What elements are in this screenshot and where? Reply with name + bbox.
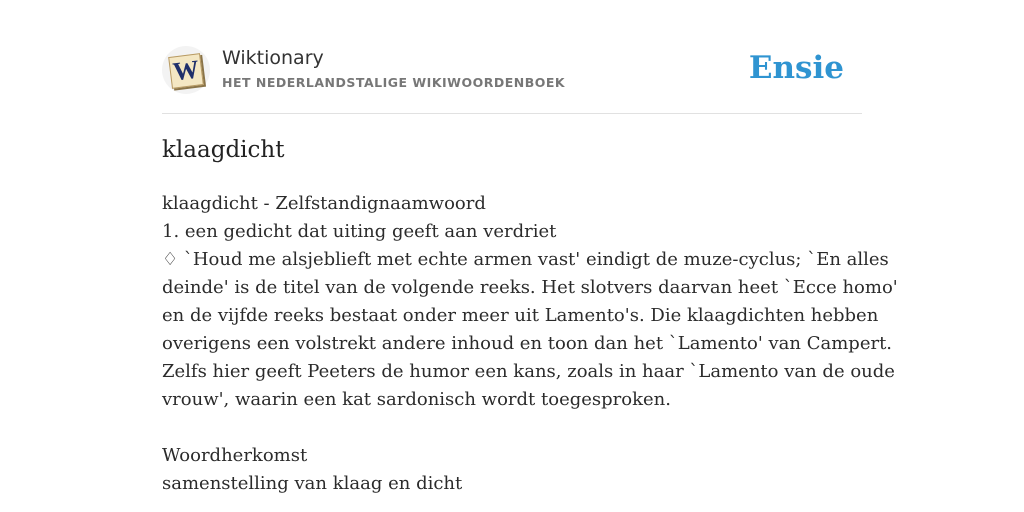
logo-tile: [168, 53, 204, 89]
entry-heading-line: klaagdicht - Zelfstandignaamwoord: [162, 193, 486, 214]
example-line: vrouw', waarin een kat sardonisch wordt toegesproken.: [162, 389, 671, 410]
example-line: overigens een volstrekt andere inhoud en toon dan het `Lamento' van Campert.: [162, 333, 893, 354]
etymology-text: samenstelling van klaag en dicht: [162, 473, 463, 494]
site-tagline: HET NEDERLANDSTALIGE WIKIWOORDENBOEK: [222, 75, 566, 90]
page-card: [162, 0, 898, 512]
paragraph-gap: [162, 414, 862, 442]
page-title: klaagdicht: [162, 137, 285, 163]
example-line: Zelfs hier geeft Peeters de humor een kans, zoals in haar `Lamento van de oude: [162, 361, 895, 382]
example-line: ♢ `Houd me alsjeblieft met echte armen vast' eindigt de muze-cyclus; `En alles: [162, 249, 889, 270]
logo-letter: W: [171, 54, 201, 87]
site-header: [162, 46, 862, 96]
wiktionary-logo-icon[interactable]: [162, 46, 210, 94]
definition-line: 1. een gedicht dat uiting geeft aan verdriet: [162, 221, 557, 242]
ensie-brand-link[interactable]: Ensie: [748, 50, 844, 86]
site-name[interactable]: Wiktionary: [222, 47, 324, 69]
entry-content: [162, 190, 898, 498]
example-line: deinde' is de titel van de volgende reeks. Het slotvers daarvan heet `Ecce homo': [162, 277, 898, 298]
example-line: en de vijfde reeks bestaat onder meer uit Lamento's. Die klaagdichten hebben: [162, 305, 879, 326]
header-divider: [162, 113, 862, 114]
etymology-heading: Woordherkomst: [162, 445, 308, 466]
